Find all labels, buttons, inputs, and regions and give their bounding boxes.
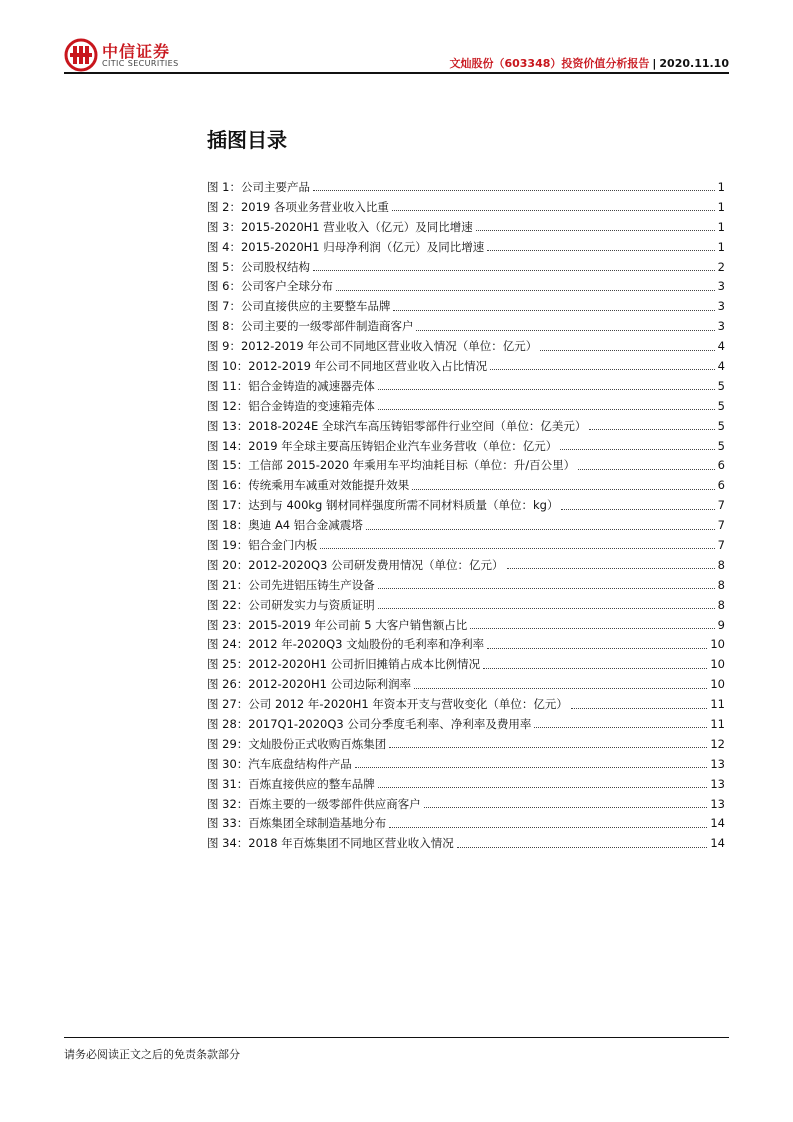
- toc-entry[interactable]: [207, 436, 725, 456]
- toc-entry[interactable]: [207, 694, 725, 714]
- toc-entry-page-number: 13: [710, 756, 725, 771]
- toc-dot-leader: [540, 350, 714, 351]
- toc-entry-page-number: 5: [717, 398, 725, 413]
- citic-logo: [64, 38, 184, 72]
- toc-entry-label: 图 21：公司先进铝压铸生产设备: [207, 577, 375, 592]
- toc-entry[interactable]: [207, 814, 725, 834]
- toc-dot-leader: [470, 628, 714, 629]
- toc-entry[interactable]: [207, 396, 725, 416]
- toc-dot-leader: [313, 190, 715, 191]
- toc-entry-label: 图 32：百炼主要的一级零部件供应商客户: [207, 796, 421, 811]
- toc-entry-label: 图 24：2012 年-2020Q3 文灿股份的毛利率和净利率: [207, 637, 485, 652]
- toc-entry[interactable]: [207, 515, 725, 535]
- toc-dot-leader: [457, 847, 708, 848]
- toc-entry[interactable]: [207, 615, 725, 635]
- toc-entry-label: 图 22：公司研发实力与资质证明: [207, 597, 375, 612]
- toc-entry[interactable]: [207, 177, 725, 197]
- toc-entry[interactable]: [207, 455, 725, 475]
- toc-entry[interactable]: [207, 197, 725, 217]
- toc-entry-page-number: 9: [717, 617, 725, 632]
- toc-dot-leader: [366, 529, 715, 530]
- toc-entry[interactable]: [207, 475, 725, 495]
- toc-entry[interactable]: [207, 555, 725, 575]
- toc-entry-label: 图 31：百炼直接供应的整车品牌: [207, 776, 375, 791]
- toc-entry-page-number: 14: [710, 836, 725, 851]
- toc-entry-label: 图 16：传统乘用车减重对效能提升效果: [207, 478, 410, 493]
- toc-entry[interactable]: [207, 316, 725, 336]
- toc-dot-leader: [534, 727, 707, 728]
- toc-entry-page-number: 7: [717, 498, 725, 513]
- toc-dot-leader: [490, 369, 715, 370]
- toc-entry[interactable]: [207, 296, 725, 316]
- toc-entry-page-number: 12: [710, 736, 725, 751]
- toc-entry-label: 图 13：2018-2024E 全球汽车高压铸铝零部件行业空间（单位：亿美元）: [207, 418, 587, 433]
- toc-entry-page-number: 8: [717, 597, 725, 612]
- toc-dot-leader: [313, 270, 715, 271]
- toc-dot-leader: [412, 489, 714, 490]
- toc-entry-page-number: 3: [717, 319, 725, 334]
- toc-dot-leader: [578, 469, 715, 470]
- footer-disclaimer: 请务必阅读正文之后的免责条款部分: [64, 1048, 240, 1061]
- report-header-info: [449, 55, 729, 71]
- toc-dot-leader: [378, 608, 715, 609]
- toc-entry-label: 图 15：工信部 2015-2020 年乘用车平均油耗目标（单位：升/百公里）: [207, 458, 576, 473]
- toc-entry[interactable]: [207, 714, 725, 734]
- toc-entry-page-number: 11: [710, 697, 725, 712]
- toc-entry-label: 图 1：公司主要产品: [207, 179, 310, 194]
- toc-entry-label: 图 26：2012-2020H1 公司边际利润率: [207, 677, 412, 692]
- report-title: 文灿股份（603348）投资价值分析报告: [449, 57, 650, 70]
- toc-dot-leader: [507, 568, 715, 569]
- toc-entry-page-number: 3: [717, 299, 725, 314]
- logo-chinese-text: 中信证券: [102, 42, 171, 61]
- toc-entry[interactable]: [207, 237, 725, 257]
- toc-entry-label: 图 19：铝合金门内板: [207, 537, 318, 552]
- toc-entry[interactable]: [207, 654, 725, 674]
- toc-entry-label: 图 27：公司 2012 年-2020H1 年资本开支与营收变化（单位：亿元）: [207, 697, 568, 712]
- toc-entry[interactable]: [207, 674, 725, 694]
- toc-entry-page-number: 3: [717, 279, 725, 294]
- toc-entry[interactable]: [207, 336, 725, 356]
- toc-entry[interactable]: [207, 634, 725, 654]
- toc-entry[interactable]: [207, 356, 725, 376]
- toc-dot-leader: [483, 668, 707, 669]
- toc-entry[interactable]: [207, 794, 725, 814]
- toc-entry-page-number: 11: [710, 716, 725, 731]
- toc-entry[interactable]: [207, 276, 725, 296]
- toc-dot-leader: [424, 807, 708, 808]
- toc-entry-page-number: 10: [710, 657, 725, 672]
- toc-entry-page-number: 5: [717, 438, 725, 453]
- toc-dot-leader: [393, 310, 714, 311]
- toc-entry-page-number: 8: [717, 577, 725, 592]
- toc-entry-page-number: 13: [710, 776, 725, 791]
- toc-entry-label: 图 18：奥迪 A4 铝合金减震塔: [207, 518, 363, 533]
- toc-dot-leader: [589, 429, 714, 430]
- figure-table-of-contents: [207, 177, 725, 853]
- toc-entry-label: 图 34：2018 年百炼集团不同地区营业收入情况: [207, 836, 454, 851]
- toc-dot-leader: [561, 509, 714, 510]
- header-separator: |: [652, 57, 657, 70]
- toc-entry-page-number: 5: [717, 378, 725, 393]
- toc-entry-label: 图 10：2012-2019 年公司不同地区营业收入占比情况: [207, 358, 488, 373]
- toc-entry-page-number: 6: [717, 478, 725, 493]
- toc-entry-label: 图 3：2015-2020H1 营业收入（亿元）及同比增速: [207, 219, 473, 234]
- toc-entry-page-number: 8: [717, 557, 725, 572]
- toc-dot-leader: [378, 588, 715, 589]
- toc-entry-label: 图 25：2012-2020H1 公司折旧摊销占成本比例情况: [207, 657, 481, 672]
- toc-dot-leader: [414, 688, 707, 689]
- logo-english-text: CITIC SECURITIES: [102, 59, 179, 68]
- toc-entry-page-number: 5: [717, 418, 725, 433]
- toc-entry-label: 图 29：文灿股份正式收购百炼集团: [207, 736, 387, 751]
- toc-entry-label: 图 5：公司股权结构: [207, 259, 310, 274]
- toc-entry-label: 图 2：2019 各项业务营业收入比重: [207, 199, 389, 214]
- toc-entry[interactable]: [207, 376, 725, 396]
- toc-entry[interactable]: [207, 495, 725, 515]
- toc-dot-leader: [378, 389, 715, 390]
- toc-entry[interactable]: [207, 217, 725, 237]
- toc-entry-page-number: 2: [717, 259, 725, 274]
- toc-dot-leader: [378, 409, 715, 410]
- toc-entry-page-number: 1: [717, 219, 725, 234]
- toc-dot-leader: [487, 250, 714, 251]
- toc-entry-page-number: 14: [710, 816, 725, 831]
- toc-dot-leader: [392, 210, 715, 211]
- page-header: [0, 0, 793, 80]
- toc-entry-page-number: 7: [717, 537, 725, 552]
- toc-entry-label: 图 12：铝合金铸造的变速箱壳体: [207, 398, 375, 413]
- toc-entry[interactable]: [207, 535, 725, 555]
- toc-entry-page-number: 4: [717, 339, 725, 354]
- toc-dot-leader: [389, 827, 707, 828]
- toc-entry-label: 图 9：2012-2019 年公司不同地区营业收入情况（单位：亿元）: [207, 339, 538, 354]
- toc-entry-label: 图 33：百炼集团全球制造基地分布: [207, 816, 387, 831]
- page-title: 插图目录: [207, 128, 287, 152]
- toc-entry[interactable]: [207, 833, 725, 853]
- toc-dot-leader: [416, 330, 714, 331]
- toc-entry[interactable]: [207, 754, 725, 774]
- toc-entry-page-number: 7: [717, 518, 725, 533]
- toc-dot-leader: [336, 290, 715, 291]
- toc-entry-page-number: 6: [717, 458, 725, 473]
- toc-entry[interactable]: [207, 416, 725, 436]
- toc-entry[interactable]: [207, 595, 725, 615]
- toc-entry[interactable]: [207, 774, 725, 794]
- toc-entry-label: 图 7：公司直接供应的主要整车品牌: [207, 299, 391, 314]
- toc-entry-page-number: 1: [717, 179, 725, 194]
- toc-entry-page-number: 1: [717, 239, 725, 254]
- toc-entry-label: 图 23：2015-2019 年公司前 5 大客户销售额占比: [207, 617, 468, 632]
- toc-entry-page-number: 10: [710, 677, 725, 692]
- footer-divider: [64, 1037, 729, 1038]
- toc-entry[interactable]: [207, 734, 725, 754]
- toc-entry-page-number: 4: [717, 358, 725, 373]
- toc-entry-page-number: 13: [710, 796, 725, 811]
- toc-entry-label: 图 14：2019 年全球主要高压铸铝企业汽车业务营收（单位：亿元）: [207, 438, 558, 453]
- toc-dot-leader: [487, 648, 707, 649]
- toc-entry-label: 图 6：公司客户全球分布: [207, 279, 333, 294]
- header-divider: [64, 72, 729, 74]
- toc-entry-label: 图 4：2015-2020H1 归母净利润（亿元）及同比增速: [207, 239, 485, 254]
- toc-entry-label: 图 28：2017Q1-2020Q3 公司分季度毛利率、净利率及费用率: [207, 716, 532, 731]
- toc-dot-leader: [476, 230, 715, 231]
- toc-dot-leader: [355, 767, 708, 768]
- toc-entry-label: 图 17：达到与 400kg 钢材同样强度所需不同材料质量（单位：kg）: [207, 498, 559, 513]
- toc-entry-page-number: 1: [717, 199, 725, 214]
- toc-entry-page-number: 10: [710, 637, 725, 652]
- toc-dot-leader: [378, 787, 708, 788]
- toc-entry-label: 图 8：公司主要的一级零部件制造商客户: [207, 319, 414, 334]
- toc-entry-label: 图 30：汽车底盘结构件产品: [207, 756, 352, 771]
- report-date: 2020.11.10: [659, 57, 729, 70]
- toc-dot-leader: [320, 548, 714, 549]
- toc-entry-label: 图 20：2012-2020Q3 公司研发费用情况（单位：亿元）: [207, 557, 504, 572]
- toc-dot-leader: [560, 449, 714, 450]
- toc-dot-leader: [389, 747, 707, 748]
- toc-entry[interactable]: [207, 257, 725, 277]
- toc-entry-label: 图 11：铝合金铸造的减速器壳体: [207, 378, 375, 393]
- citic-emblem-icon: [64, 38, 98, 72]
- toc-dot-leader: [571, 708, 707, 709]
- toc-entry[interactable]: [207, 575, 725, 595]
